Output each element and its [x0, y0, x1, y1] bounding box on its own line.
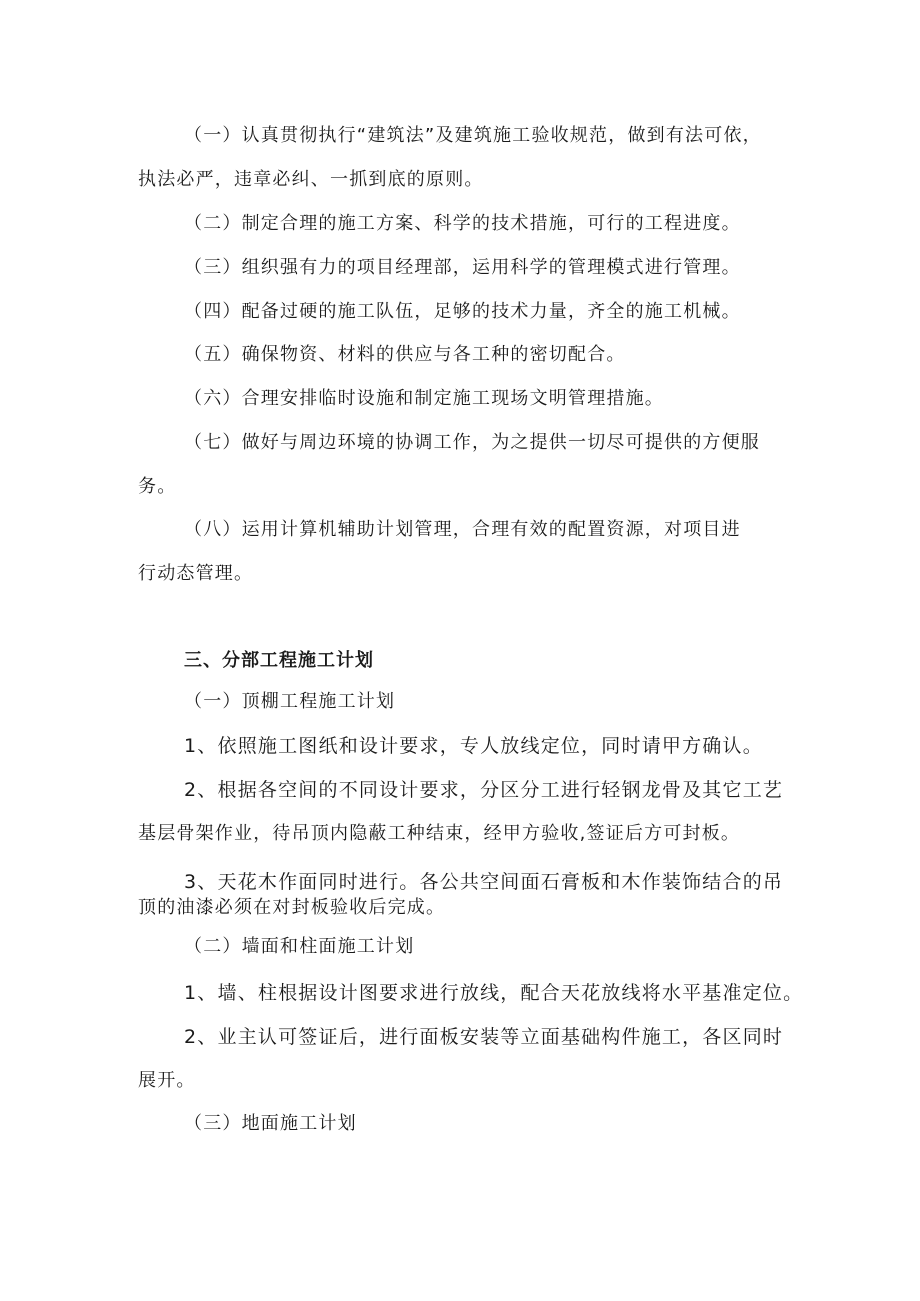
principle-8-line-2: 行动态管理。 — [138, 563, 254, 584]
principle-1-line-2: 执法必严，违章必纠、一抓到底的原则。 — [138, 169, 484, 190]
wall-item-2-line-1: 2、业主认可签证后，进行面板安装等立面基础构件施工，各区同时 — [184, 1026, 784, 1048]
wall-item-2-line-2: 展开。 — [138, 1070, 196, 1091]
ceiling-item-3-line-1: 3、天花木作面同时进行。各公共空间面石膏板和木作装饰结合的吊 — [184, 871, 784, 893]
wall-item-1: 1、墙、柱根据设计图要求进行放线，配合天花放线将水平基准定位。 — [184, 982, 804, 1004]
wall-plan-title: （二）墙面和柱面施工计划 — [184, 936, 415, 957]
principle-1-line-1: （一）认真贯彻执行“建筑法”及建筑施工验收规范，做到有法可依， — [184, 125, 762, 146]
principle-2: （二）制定合理的施工方案、科学的技术措施，可行的工程进度。 — [184, 213, 741, 234]
ceiling-item-3-line-2: 顶的油漆必须在对封板验收后完成。 — [138, 897, 446, 918]
section-3-heading: 三、分部工程施工计划 — [184, 650, 374, 671]
ceiling-item-1: 1、依照施工图纸和设计要求，专人放线定位，同时请甲方确认。 — [184, 735, 763, 757]
principle-7-line-1: （七）做好与周边环境的协调工作，为之提供一切尽可提供的方便服 — [184, 432, 760, 453]
ceiling-plan-title: （一）顶棚工程施工计划 — [184, 691, 396, 712]
ceiling-item-2-line-2: 基层骨架作业，待吊顶内隐蔽工种结束，经甲方验收,签证后方可封板。 — [138, 823, 741, 844]
principle-8-line-1: （八）运用计算机辅助计划管理，合理有效的配置资源，对项目进 — [184, 519, 741, 540]
principle-5: （五）确保物资、材料的供应与各工种的密切配合。 — [184, 344, 626, 365]
principle-7-line-2: 务。 — [138, 476, 177, 497]
ceiling-item-2-line-1: 2、根据各空间的不同设计要求，分区分工进行轻钢龙骨及其它工艺 — [184, 779, 784, 801]
principle-6: （六）合理安排临时设施和制定施工现场文明管理措施。 — [184, 388, 664, 409]
principle-3: （三）组织强有力的项目经理部，运用科学的管理模式进行管理。 — [184, 257, 741, 278]
floor-plan-title: （三）地面施工计划 — [184, 1113, 357, 1134]
principle-4: （四）配备过硬的施工队伍，足够的技术力量，齐全的施工机械。 — [184, 301, 741, 322]
